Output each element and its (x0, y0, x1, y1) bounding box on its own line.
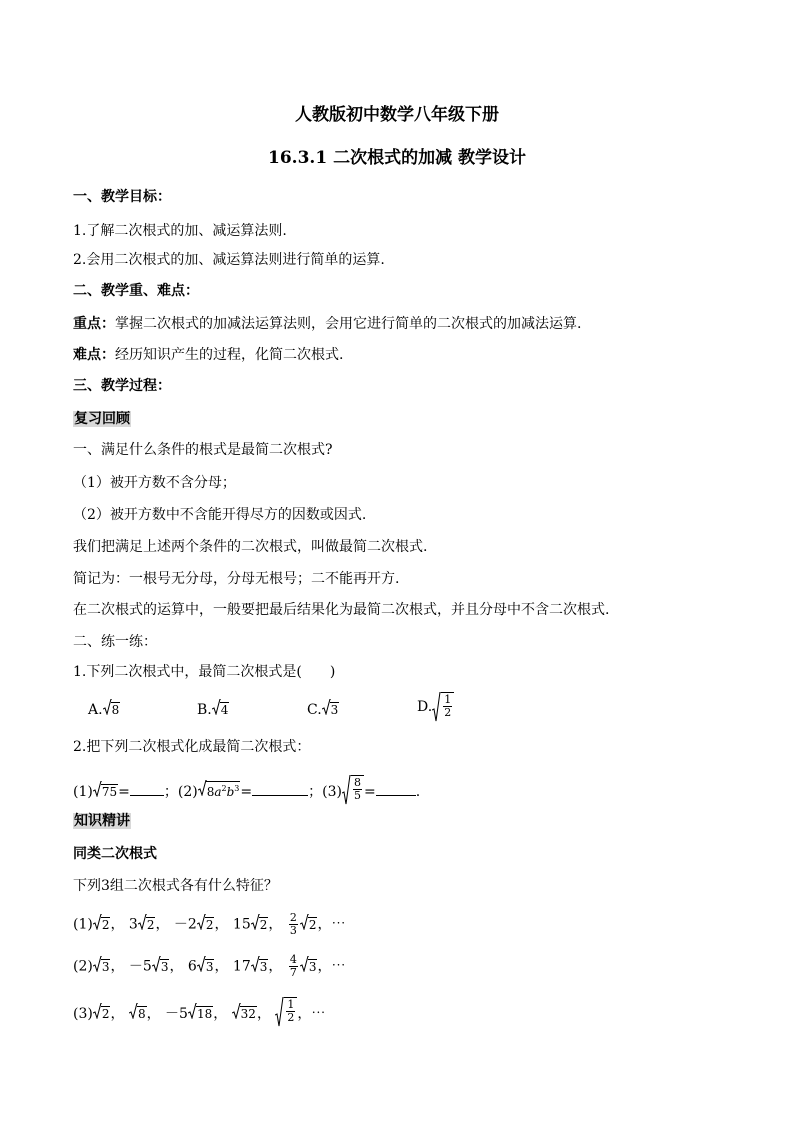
answer-blank[interactable] (252, 783, 308, 796)
sqrt-fraction: $\frac{1}{2}$ (432, 692, 454, 722)
sqrt-expression: 8 (103, 700, 121, 720)
same-type-heading: 同类二次根式 (73, 846, 157, 862)
key-text: 掌握二次根式的加减法运算法则，会用它进行简单的二次根式的加减法运算. (115, 316, 582, 332)
item-label: ；(2) (163, 784, 198, 800)
sqrt-expression: 75 (93, 782, 118, 802)
same-type-question: 下列3组二次根式各有什么特征？ (73, 878, 278, 894)
group-label: (3) (73, 1006, 93, 1022)
sqrt-expression: $8a^2b^3$ (198, 781, 241, 802)
key-heading: 二、教学重、难点： (73, 283, 199, 299)
group-row-2: (2) 3， －5 3， 6 3， 17 3， $\frac{4}{7}$ 3，⋯ (73, 953, 346, 979)
option-label: D. (417, 699, 433, 715)
question-line: 一、满足什么条件的根式是最简二次根式? (73, 442, 333, 458)
group-row-3: (3) 2， 8， －5 18， 32， $\frac{1}{2}$ ，⋯ (73, 997, 325, 1027)
simplify-row: (1) 75= ；(2) $8a^2b^3=$ ；(3) $\frac{8}{5}$ = . (73, 775, 420, 805)
option-d (417, 692, 454, 722)
knowledge-tag-line (73, 811, 131, 831)
knowledge-tag: 知识精讲 (74, 813, 130, 829)
item-label: ；(3) (308, 784, 342, 800)
group-row-1: (1) 2， 3 2， －2 2， 15 2， $\frac{2}{3}$ 2，⋯ (73, 911, 346, 937)
answer-blank[interactable] (376, 783, 416, 796)
item-label: (1) (73, 784, 93, 800)
group-label: (1) (73, 916, 93, 933)
key-point (73, 314, 581, 334)
diff-label: 难点： (73, 347, 115, 363)
review-tag-line (73, 409, 131, 429)
group-label: (2) (73, 958, 93, 975)
option-label: A. (88, 702, 103, 718)
sqrt-expression: 4 (212, 700, 230, 720)
diff-text: 经历知识产生的过程，化简二次根式. (115, 347, 344, 363)
condition-line: （1）被开方数不含分母； (73, 475, 236, 491)
option-label: C. (307, 702, 322, 718)
condition-line: （2）被开方数中不含能开得尽方的因数或因式. (73, 507, 367, 523)
option-b (197, 700, 229, 720)
process-heading: 三、教学过程： (73, 378, 171, 394)
practice-question-2: 2.把下列二次根式化成最简二次根式： (73, 739, 311, 755)
sqrt-expression: 3 (322, 700, 340, 720)
rule-line: 在二次根式的运算中，一般要把最后结果化为最简二次根式，并且分母中不含二次根式. (73, 602, 610, 618)
difficult-point (73, 345, 343, 365)
key-label: 重点： (73, 316, 115, 332)
practice-question-1: 1.下列二次根式中，最简二次根式是( ) (73, 664, 336, 680)
goal-item: 2.会用二次根式的加、减运算法则进行简单的运算. (73, 252, 385, 268)
review-tag: 复习回顾 (74, 411, 130, 427)
answer-blank[interactable] (130, 783, 164, 796)
option-c (307, 700, 339, 720)
goals-heading: 一、教学目标： (73, 189, 171, 205)
document-title: 人教版初中数学八年级下册 (295, 105, 499, 125)
practice-heading: 二、练一练： (73, 634, 157, 650)
sqrt-fraction: $\frac{8}{5}$ (342, 775, 364, 805)
definition-line: 我们把满足上述两个条件的二次根式，叫做最简二次根式. (73, 539, 428, 555)
goal-item: 1.了解二次根式的加、减运算法则. (73, 223, 287, 239)
option-a (88, 700, 120, 720)
document-subtitle: 16.3.1 二次根式的加减 教学设计 (268, 148, 526, 168)
summary-line: 简记为：一根号无分母，分母无根号；二不能再开方. (73, 571, 400, 587)
option-label: B. (197, 702, 212, 718)
